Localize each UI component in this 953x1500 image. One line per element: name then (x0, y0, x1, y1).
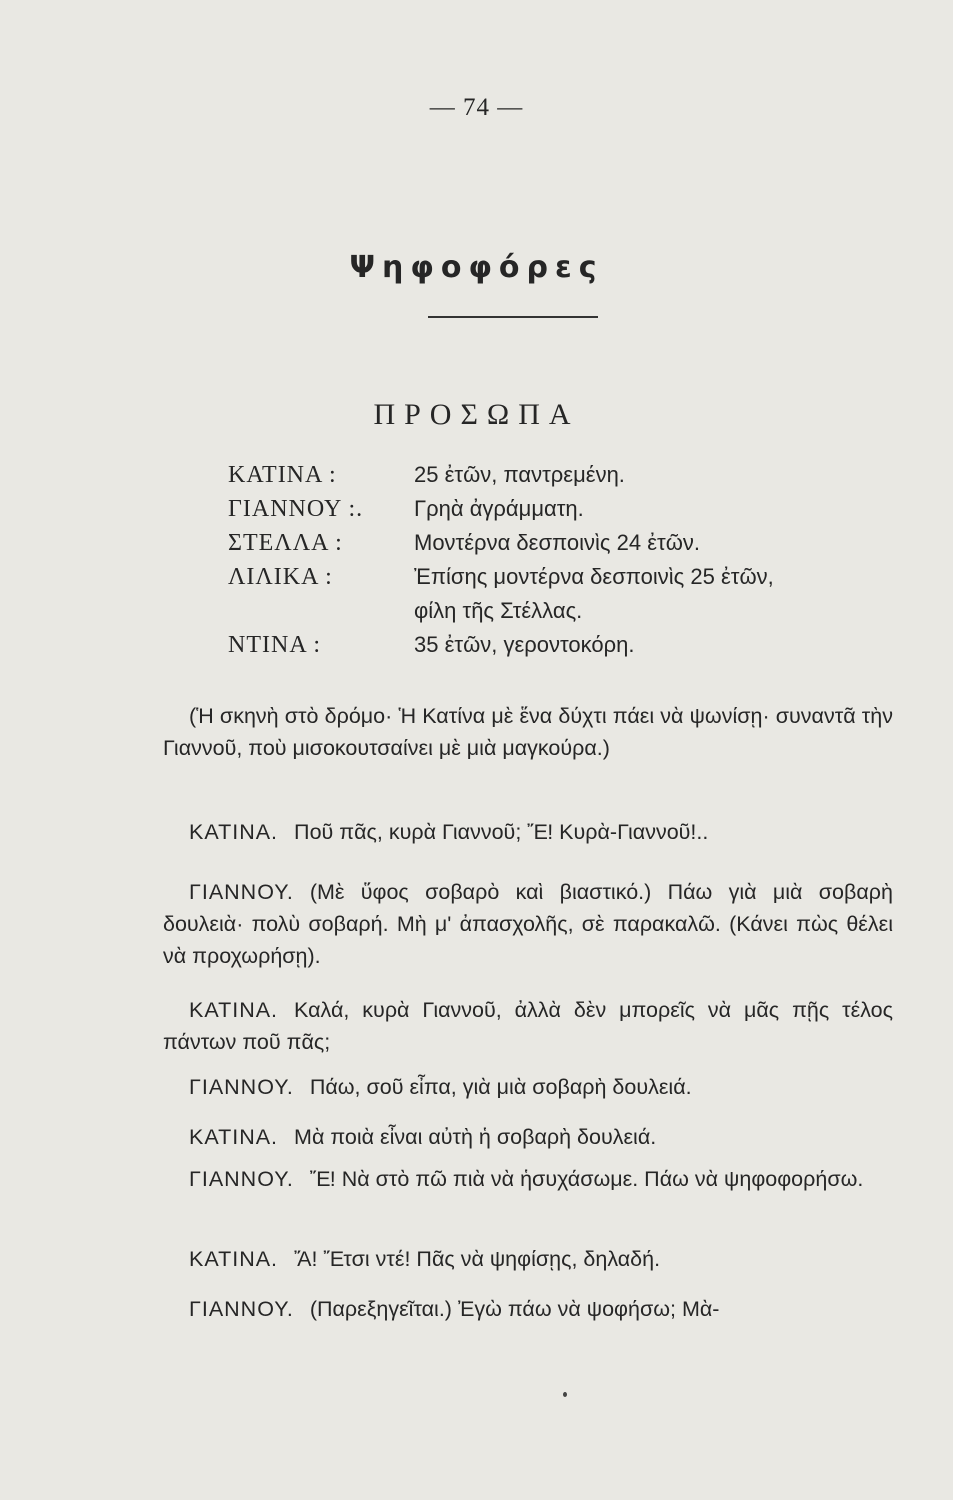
dialogue-line (163, 1071, 893, 1103)
cast-row (228, 526, 908, 560)
speaker-name: ΓΙΑΝΝΟΥ. (189, 1297, 294, 1321)
speaker-name: ΚΑΤΙΝΑ. (189, 820, 279, 844)
cast-name: ΣΤΕΛΛΑ : (228, 530, 343, 556)
line-text: Μὰ ποιὰ εἶναι αὐτὴ ἡ σοβαρὴ δουλειά. (294, 1125, 657, 1149)
line-text: (Μὲ ὕφος σοβαρὸ καὶ βιαστικό.) Πάω γιὰ μιὰ σοβαρὴ δουλειὰ· πολὺ σοβαρή. Μὴ μ' ἀπασχολῆς, σὲ παρακαλῶ. (Κάνει πὼς θέλει νὰ προχωρήσῃ). (163, 880, 893, 968)
cast-row (228, 458, 908, 492)
dialogue-line (163, 876, 893, 972)
line-text: (Παρεξηγεῖται.) Ἐγὼ πάω νὰ ψοφήσω; Μὰ- (309, 1297, 720, 1321)
cast-list (228, 458, 908, 662)
persons-heading: ΠΡΟΣΩΠΑ (373, 398, 580, 431)
cast-name: ΓΙΑΝΝΟΥ :. (228, 496, 364, 522)
cast-row (228, 560, 908, 594)
speaker-name: ΓΙΑΝΝΟΥ. (189, 880, 294, 904)
cast-row (228, 492, 908, 526)
line-text: Πάω, σοῦ εἶπα, γιὰ μιὰ σοβαρὴ δουλειά. (309, 1075, 692, 1099)
dialogue-line (163, 1293, 893, 1325)
line-text: Ἔ! Νὰ στὸ πῶ πιὰ νὰ ἡσυχάσωμε. Πάω νὰ ψηφοφορήσω. (309, 1167, 864, 1191)
cast-description: Ἐπίσης μοντέρνα δεσποινὶς 25 ἐτῶν, (414, 564, 774, 589)
play-title: Ψηφοφόρες (349, 250, 604, 285)
cast-row (228, 628, 908, 662)
line-text: Ἄ! Ἔτσι ντέ! Πᾶς νὰ ψηφίσῃς, δηλαδή. (294, 1247, 661, 1271)
speaker-name: ΓΙΑΝΝΟΥ. (189, 1075, 294, 1099)
dialogue-line (163, 1121, 893, 1153)
line-text: Καλά, κυρὰ Γιαννοῦ, ἀλλὰ δὲν μπορεῖς νὰ μᾶς πῇς τέλος πάντων ποῦ πᾶς; (163, 998, 893, 1054)
dialogue-line (163, 1163, 893, 1195)
cast-name: ΚΑΤΙΝΑ : (228, 462, 337, 488)
title-underline (428, 316, 598, 318)
stage-direction: (Ἡ σκηνὴ στὸ δρόμο· Ἡ Κατίνα μὲ ἕνα δύχτι πάει νὰ ψωνίσῃ· συναντᾶ τὴν Γιαννοῦ, ποὺ μισοκουτσαίνει μὲ μιὰ μαγκούρα.) (163, 704, 893, 760)
cast-description: Μοντέρνα δεσποινὶς 24 ἐτῶν. (414, 530, 700, 555)
speaker-name: ΚΑΤΙΝΑ. (189, 1125, 279, 1149)
dialogue-line (163, 1243, 893, 1275)
ink-speck (563, 1392, 567, 1397)
cast-description: 25 ἐτῶν, παντρεμένη. (414, 462, 625, 487)
speaker-name: ΓΙΑΝΝΟΥ. (189, 1167, 294, 1191)
cast-name: ΛΙΛΙΚΑ : (228, 564, 333, 590)
page-number: — 74 — (429, 94, 524, 121)
speaker-name: ΚΑΤΙΝΑ. (189, 998, 279, 1022)
dialogue-line (163, 994, 893, 1058)
speaker-name: ΚΑΤΙΝΑ. (189, 1247, 279, 1271)
cast-name: ΝΤΙΝΑ : (228, 632, 321, 658)
dialogue-line (163, 816, 893, 848)
cast-description: Γρηὰ ἀγράμματη. (414, 496, 584, 521)
line-text: Ποῦ πᾶς, κυρὰ Γιαννοῦ; Ἔ! Κυρὰ-Γιαννοῦ!.. (294, 820, 709, 844)
cast-description: 35 ἐτῶν, γεροντοκόρη. (414, 632, 635, 657)
cast-description-continued: φίλη τῆς Στέλλας. (414, 598, 583, 623)
